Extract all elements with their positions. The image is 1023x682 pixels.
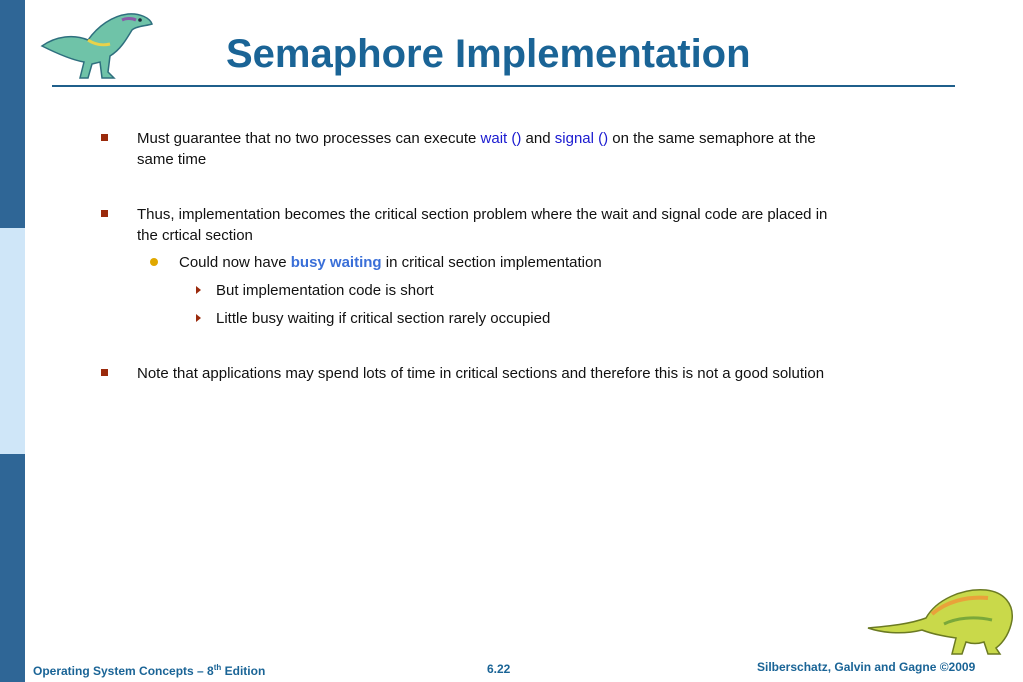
bullet-1-line-1 <box>137 128 816 149</box>
sub-bullet-busy-waiting <box>179 252 602 273</box>
bullet-1-text-post: on the same semaphore at the <box>608 130 816 147</box>
keyword-busy-waiting: busy waiting <box>290 254 382 271</box>
sub-sub-bullet-2: Little busy waiting if critical section rarely occupied <box>216 310 551 327</box>
triangle-bullet-icon <box>196 314 201 322</box>
dinosaur-illustration-icon <box>866 584 1016 656</box>
dot-bullet-icon <box>150 258 158 266</box>
square-bullet-icon <box>101 369 108 376</box>
square-bullet-icon <box>101 210 108 217</box>
footer-book-title-pre: Operating System Concepts – 8 <box>33 664 214 678</box>
footer-book-title-sup: th <box>213 663 222 672</box>
triangle-bullet-icon <box>196 286 201 294</box>
footer-book-title <box>33 663 265 678</box>
square-bullet-icon <box>101 134 108 141</box>
keyword-signal: signal () <box>554 130 609 147</box>
footer-book-title-post: Edition <box>221 664 266 678</box>
bullet-2-line-2: the crtical section <box>137 227 253 244</box>
bullet-1-line-2: same time <box>137 151 207 168</box>
sub-sub-bullet-1: But implementation code is short <box>216 282 434 299</box>
keyword-wait: wait () <box>480 130 522 147</box>
footer-page-number: 6.22 <box>487 662 511 676</box>
footer-copyright: Silberschatz, Galvin and Gagne ©2009 <box>757 660 976 674</box>
bullet-1-text-mid: and <box>521 130 555 147</box>
slide-title: Semaphore Implementation <box>226 32 751 76</box>
sub-bullet-text-pre: Could now have <box>179 254 291 271</box>
sub-bullet-text-post: in critical section implementation <box>381 254 602 271</box>
bullet-1-text-pre: Must guarantee that no two processes can execute <box>137 130 481 147</box>
bullet-2-line-1: Thus, implementation becomes the critical section problem where the wait and signal code are placed in <box>137 206 828 223</box>
bullet-3-line-1: Note that applications may spend lots of time in critical sections and therefore this is not a good solution <box>137 365 825 382</box>
